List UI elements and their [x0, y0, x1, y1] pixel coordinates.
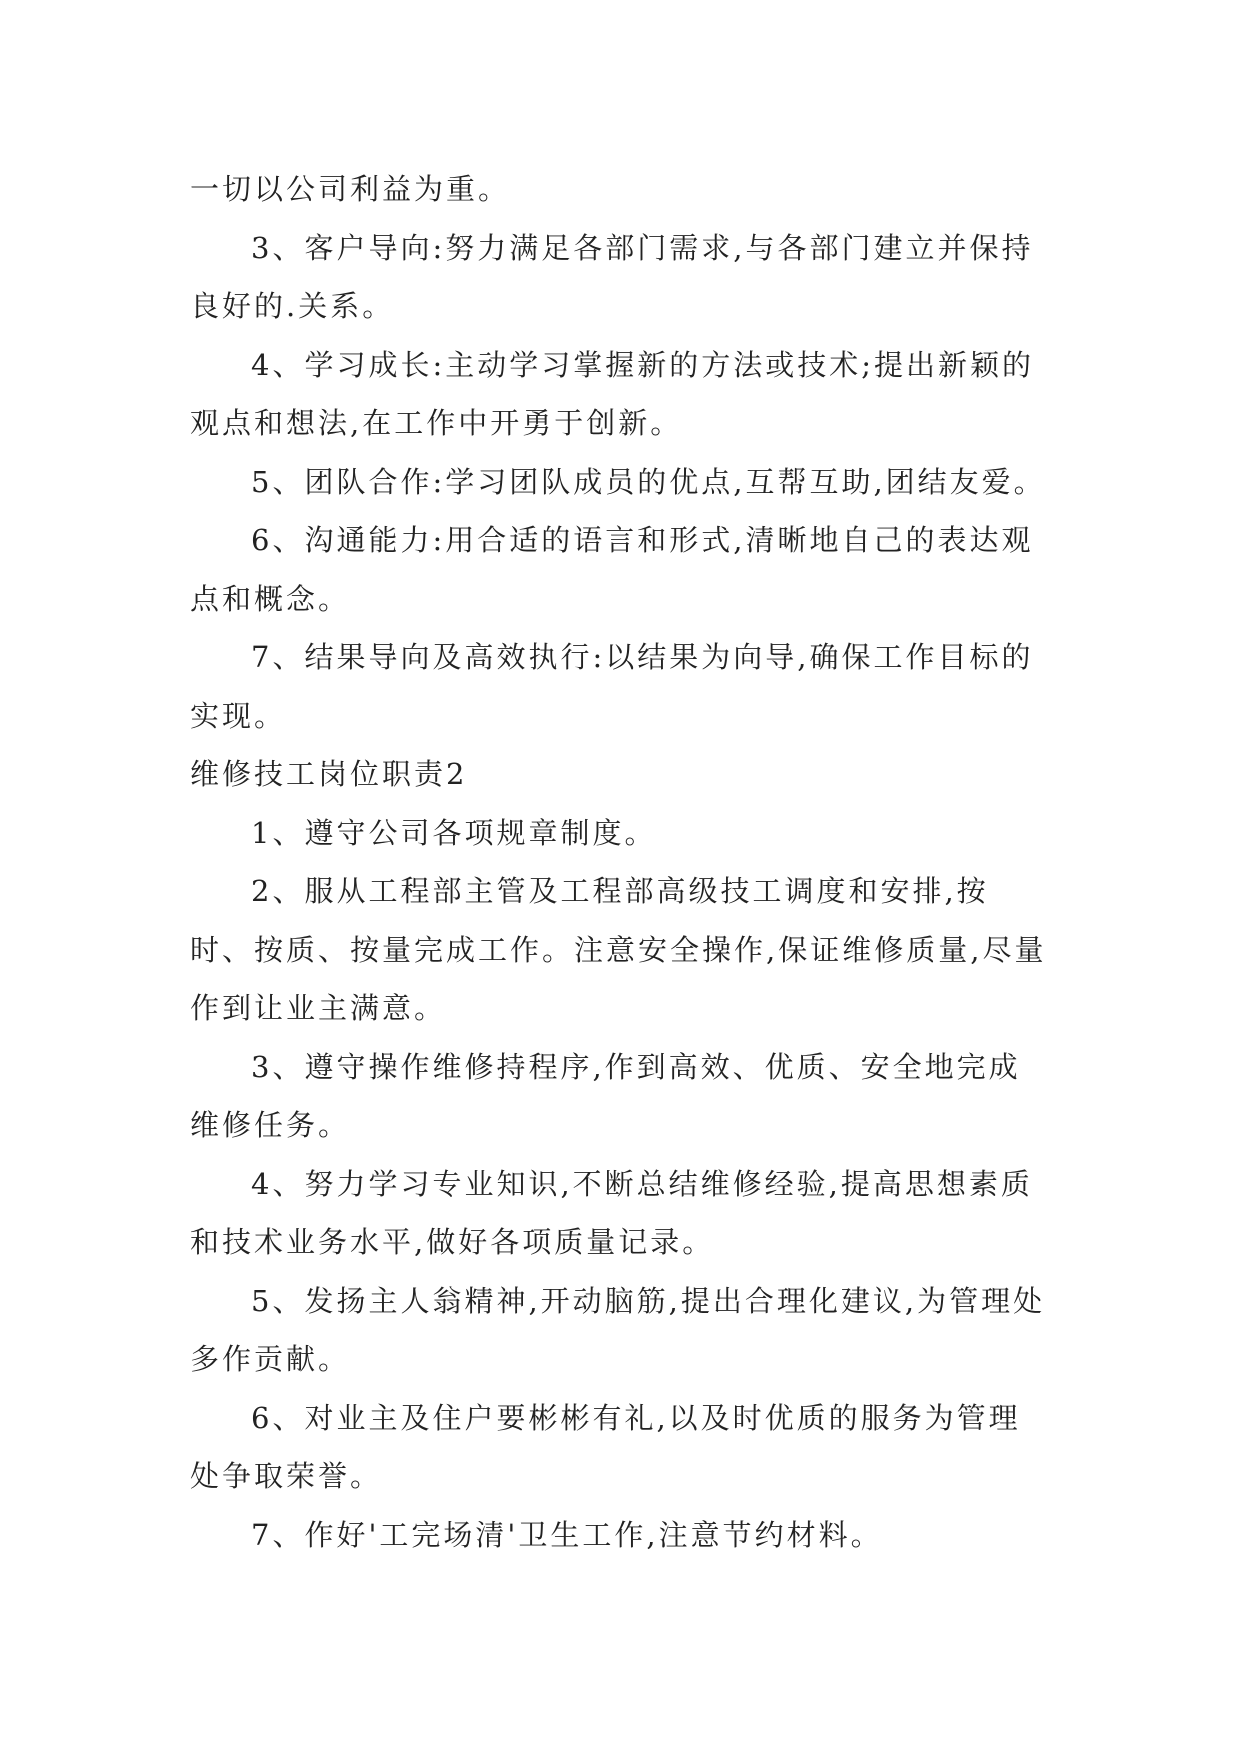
paragraph-item: 7、结果导向及高效执行:以结果为向导,确保工作目标的实现。: [190, 640, 1034, 733]
paragraph-item: 5、团队合作:学习团队成员的优点,互帮互助,团结友爱。: [251, 464, 1046, 499]
paragraph-item: 2、服从工程部主管及工程部高级技工调度和安排,按时、按质、按量完成工作。注意安全操作,保证维修质量,尽量作到让业主满意。: [190, 874, 1047, 1025]
section-heading: 维修技工岗位职责2: [190, 757, 468, 791]
paragraph-item: 3、遵守操作维修持程序,作到高效、优质、安全地完成维修任务。: [190, 1049, 1021, 1142]
paragraph-item: 7、作好'工完场清'卫生工作,注意节约材料。: [251, 1517, 883, 1552]
paragraph-item: 4、学习成长:主动学习掌握新的方法或技术;提出新颖的观点和想法,在工作中开勇于创新。: [190, 347, 1034, 440]
paragraph-lead: 一切以公司利益为重。: [190, 172, 511, 206]
paragraph-item: 1、遵守公司各项规章制度。: [251, 815, 657, 850]
paragraph-item: 4、努力学习专业知识,不断总结维修经验,提高思想素质和技术业务水平,做好各项质量记录。: [190, 1166, 1033, 1259]
paragraph-item: 3、客户导向:努力满足各部门需求,与各部门建立并保持良好的.关系。: [190, 230, 1034, 323]
paragraph-item: 5、发扬主人翁精神,开动脑筋,提出合理化建议,为管理处多作贡献。: [190, 1283, 1046, 1376]
document-body: [190, 160, 1050, 1564]
paragraph-item: 6、对业主及住户要彬彬有礼,以及时优质的服务为管理处争取荣誉。: [190, 1400, 1021, 1493]
paragraph-item: 6、沟通能力:用合适的语言和形式,清晰地自己的表达观点和概念。: [190, 523, 1034, 616]
